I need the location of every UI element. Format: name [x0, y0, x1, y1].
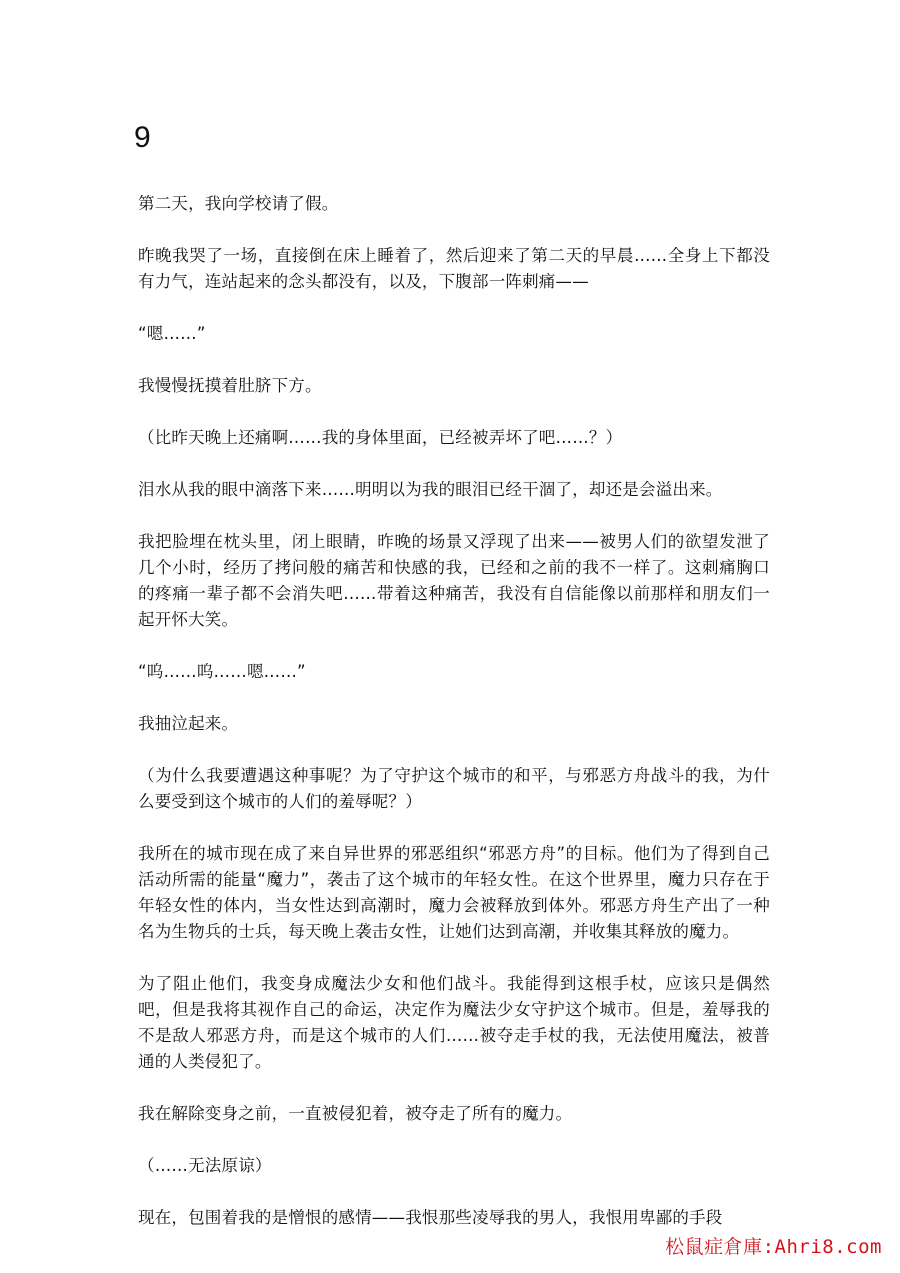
- chapter-body: [138, 191, 770, 1231]
- paragraph: 我慢慢抚摸着肚脐下方。: [138, 376, 322, 395]
- paragraph: 我抽泣起来。: [138, 714, 239, 733]
- paragraph: 我所在的城市现在成了来自异世界的邪恶组织“邪恶方舟”的目标。他们为了得到自己活动所需的能量“魔力”，袭击了这个城市的年轻女性。在这个世界里，魔力只存在于年轻女性的体内，当女性达到高潮时，魔力会被释放到体外。邪恶方舟生产出了一种名为生物兵的士兵，每天晚上袭击女性，让她们达到高潮，并收集其释放的魔力。: [138, 844, 770, 941]
- dialogue-line: “嗯……”: [138, 324, 206, 343]
- paragraph: 我把脸埋在枕头里，闭上眼睛，昨晚的场景又浮现了出来——被男人们的欲望发泄了几个小时，经历了拷问般的痛苦和快感的我，已经和之前的我不一样了。这刺痛胸口的疼痛一辈子都不会消失吧……带着这种痛苦，我没有自信能像以前那样和朋友们一起开怀大笑。: [138, 532, 770, 629]
- watermark-text: 松鼠症倉庫:Ahri8.com: [665, 1236, 882, 1258]
- paragraph: 为了阻止他们，我变身成魔法少女和他们战斗。我能得到这根手杖，应该只是偶然吧，但是我将其视作自己的命运，决定作为魔法少女守护这个城市。但是，羞辱我的不是敌人邪恶方舟，而是这个城市的人们……被夺走手杖的我，无法使用魔法，被普通的人类侵犯了。: [138, 974, 770, 1071]
- inner-thought: （比昨天晚上还痛啊……我的身体里面，已经被弄坏了吧……？）: [138, 428, 623, 447]
- paragraph: 第二天，我向学校请了假。: [138, 194, 339, 213]
- paragraph: 昨晚我哭了一场，直接倒在床上睡着了，然后迎来了第二天的早晨……全身上下都没有力气，连站起来的念头都没有，以及，下腹部一阵刺痛——: [138, 246, 770, 291]
- paragraph: 现在，包围着我的是憎恨的感情——我恨那些凌辱我的男人，我恨用卑鄙的手段: [138, 1208, 723, 1227]
- paragraph: 我在解除变身之前，一直被侵犯着，被夺走了所有的魔力。: [138, 1104, 573, 1123]
- inner-thought: （……无法原谅）: [138, 1156, 272, 1175]
- dialogue-line: “呜……呜……嗯……”: [138, 662, 306, 681]
- chapter-number: 9: [134, 121, 151, 154]
- inner-thought: （为什么我要遭遇这种事呢？为了守护这个城市的和平，与邪恶方舟战斗的我，为什么要受到这个城市的人们的羞辱呢？）: [138, 766, 770, 811]
- paragraph: 泪水从我的眼中滴落下来……明明以为我的眼泪已经干涸了，却还是会溢出来。: [138, 480, 723, 499]
